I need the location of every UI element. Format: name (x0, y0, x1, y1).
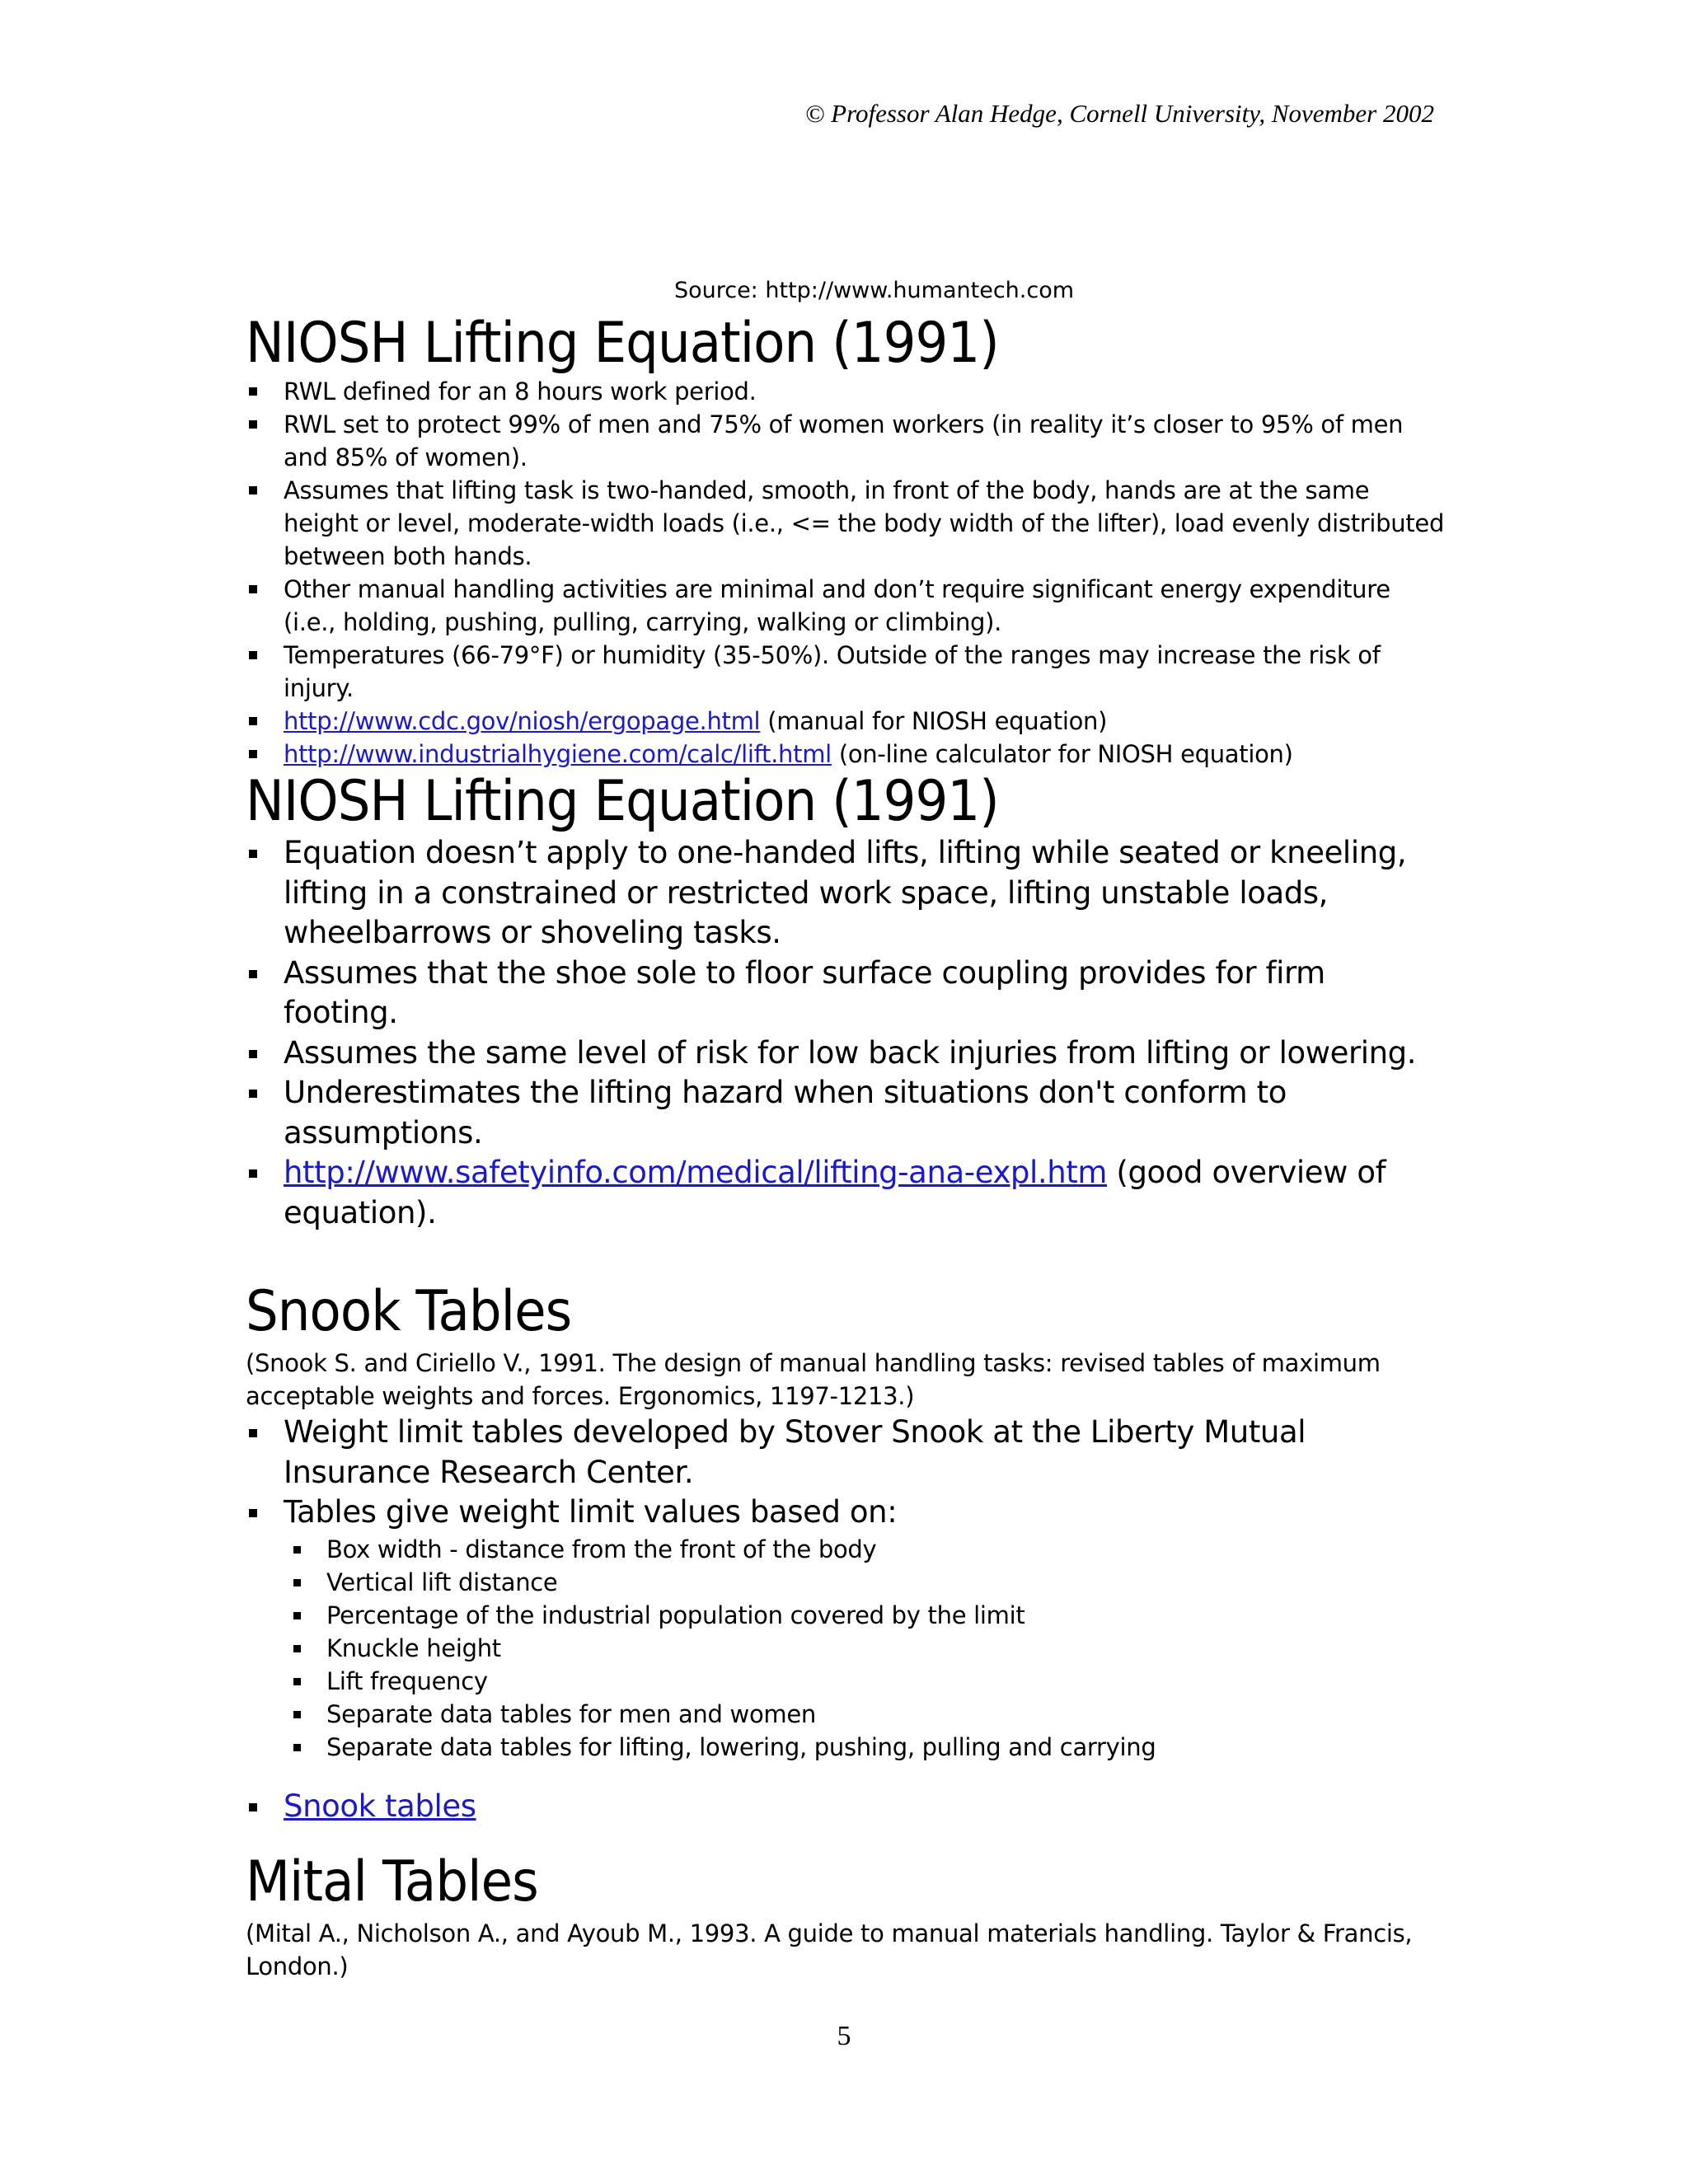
list-item: Assumes that lifting task is two-handed, smooth, in front of the body, hands are at the same height or level, moderate-width loads (i.e., <= the body width of the lifter), load evenly distributed between both hands. (246, 474, 1445, 573)
list-item: Weight limit tables developed by Stover Snook at the Liberty Mutual Insurance Research Center. (246, 1413, 1445, 1493)
list-item: Tables give weight limit values based on: (246, 1493, 1445, 1533)
snook-list (246, 1413, 1445, 1533)
sub-list-item: Percentage of the industrial population covered by the limit (246, 1599, 1445, 1632)
list-item: RWL defined for an 8 hours work period. (246, 375, 1445, 408)
section-title-snook: Snook Tables (246, 1279, 572, 1344)
sub-list-item: Box width - distance from the front of the body (246, 1533, 1445, 1566)
sub-list-item: Separate data tables for lifting, lowering, pushing, pulling and carrying (246, 1731, 1445, 1764)
list-item: Temperatures (66-79°F) or humidity (35-50%). Outside of the ranges may increase the risk of injury. (246, 639, 1445, 705)
spacer (246, 1764, 1445, 1787)
link-note: (on-line calculator for NIOSH equation) (831, 740, 1293, 768)
list-item-link (246, 738, 1445, 771)
list-item: Underestimates the lifting hazard when situations don't conform to assumptions. (246, 1073, 1445, 1153)
section-title-niosh-2: NIOSH Lifting Equation (1991) (246, 769, 999, 834)
niosh-2-list (246, 833, 1445, 1233)
sub-list-item: Vertical lift distance (246, 1566, 1445, 1599)
list-item-link (246, 705, 1445, 738)
list-item-link (246, 1787, 1445, 1827)
list-item: Other manual handling activities are minimal and don’t require significant energy expenditure (i.e., holding, pushing, pulling, carrying, walking or climbing). (246, 573, 1445, 639)
page-number: 5 (837, 2021, 851, 2051)
lift-calculator-link[interactable]: http://www.industrialhygiene.com/calc/lift.html (284, 740, 832, 768)
sub-list-item: Lift frequency (246, 1665, 1445, 1698)
list-item: Assumes that the shoe sole to floor surface coupling provides for firm footing. (246, 954, 1445, 1033)
page-content (246, 274, 1445, 1983)
list-item: RWL set to protect 99% of men and 75% of women workers (in reality it’s closer to 95% of men and 85% of women). (246, 408, 1445, 474)
cdc-ergopage-link[interactable]: http://www.cdc.gov/niosh/ergopage.html (284, 707, 761, 735)
source-line: Source: http://www.humantech.com (673, 278, 1075, 303)
list-item-link (246, 1153, 1445, 1233)
sub-list-item: Separate data tables for men and women (246, 1698, 1445, 1731)
list-item: Equation doesn’t apply to one-handed lifts, lifting while seated or kneeling, lifting in a constrained or restricted work space, lifting unstable loads, wheelbarrows or shoveling tasks. (246, 833, 1445, 954)
snook-sublist (246, 1533, 1445, 1764)
snook-citation: (Snook S. and Ciriello V., 1991. The design of manual handling tasks: revised tables of maximum acceptable weights and forces. Ergonomics, 1197-1213.) (246, 1349, 1381, 1410)
snook-link-list (246, 1787, 1445, 1827)
safetyinfo-link[interactable]: http://www.safetyinfo.com/medical/lifting-ana-expl.htm (284, 1155, 1108, 1190)
section-title-niosh-1: NIOSH Lifting Equation (1991) (246, 311, 999, 376)
snook-tables-link[interactable]: Snook tables (284, 1788, 476, 1824)
mital-citation: (Mital A., Nicholson A., and Ayoub M., 1993. A guide to manual materials handling. Taylor & Francis, London.) (246, 1919, 1413, 1980)
list-item: Assumes the same level of risk for low back injuries from lifting or lowering. (246, 1033, 1445, 1074)
niosh-1-list (246, 375, 1445, 771)
copyright-header: © Professor Alan Hedge, Cornell University, November 2002 (804, 99, 1434, 128)
link-note: (manual for NIOSH equation) (760, 707, 1108, 735)
link-note: (good overview of equation). (284, 1155, 1386, 1230)
sub-list-item: Knuckle height (246, 1632, 1445, 1665)
section-title-mital: Mital Tables (246, 1849, 538, 1915)
